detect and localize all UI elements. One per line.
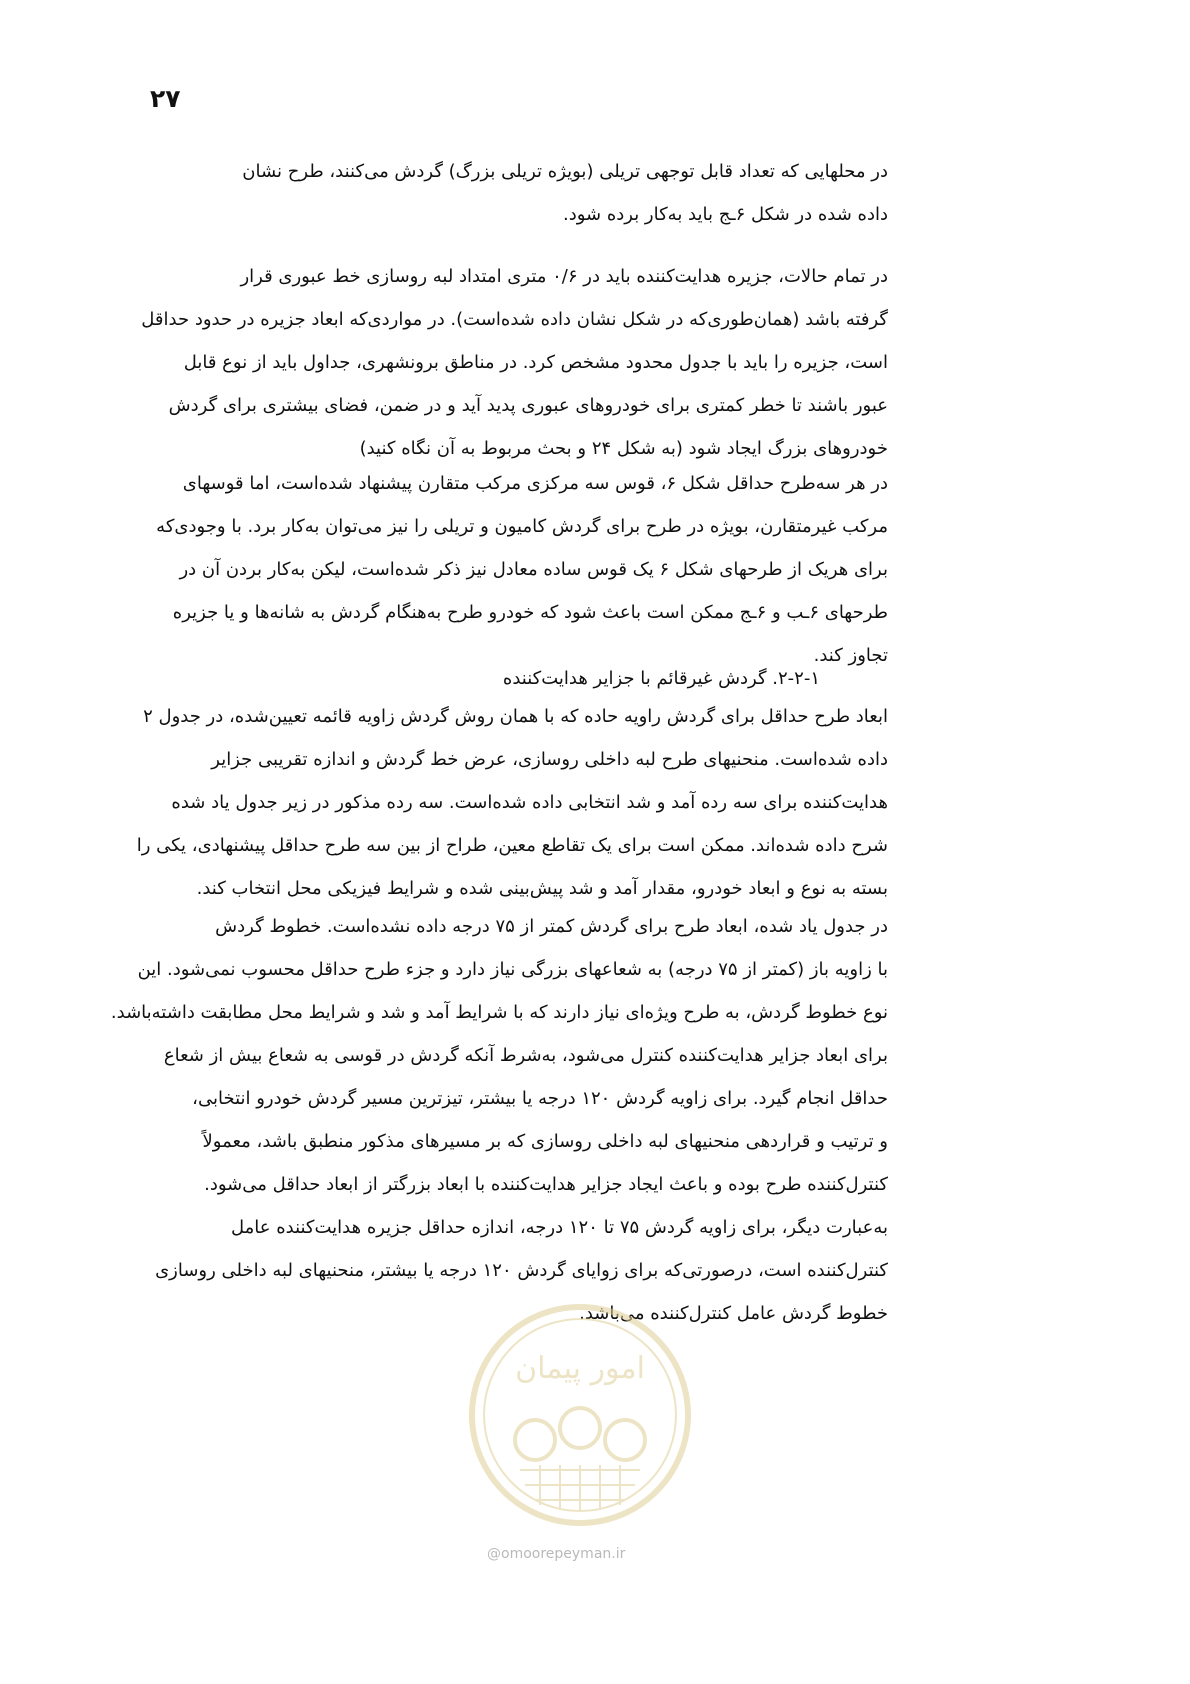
text-line: به‌عبارت دیگر، برای زاویه گردش ۷۵ تا ۱۲۰ درجه، اندازه حداقل جزیره هدایت‌کننده عامل — [230, 1217, 888, 1238]
paragraph-5 — [93, 905, 888, 1335]
text-line: خطوط گردش عامل کنترل‌کننده می‌باشد. — [579, 1303, 888, 1324]
paragraph-1 — [93, 150, 888, 236]
text-line: شرح داده شده‌اند. ممکن است برای یک تقاطع معین، طراح از بین سه طرح حداقل پیشنهادی، یکی را — [136, 835, 888, 856]
text-line: گرفته باشد (همان‌طوری‌که در شکل نشان داده شده‌است). در مواردی‌که ابعاد جزیره در حدود حداقل — [141, 309, 888, 330]
text-line: عبور باشند تا خطر کمتری برای خودروهای عبوری پدید آید و در ضمن، فضای بیشتری برای گردش — [168, 395, 888, 416]
text-line: در جدول یاد شده، ابعاد طرح برای گردش کمتر از ۷۵ درجه داده نشده‌است. خطوط گردش — [215, 916, 888, 937]
text-line: برای هریک از طرحهای شکل ۶ یک قوس ساده معادل نیز ذکر شده‌است، لیکن به‌کار بردن آن در — [179, 559, 888, 580]
text-line: حداقل انجام گیرد. برای زاویه گردش ۱۲۰ درجه یا بیشتر، تیزترین مسیر گردش خودرو انتخابی، — [192, 1088, 888, 1109]
text-line: کنترل‌کننده است، درصورتی‌که برای زوایای گردش ۱۲۰ درجه یا بیشتر، منحنیهای لبه داخلی روسازی — [155, 1260, 888, 1281]
watermark-url: @omoorepeyman.ir — [487, 1546, 626, 1562]
text-line: در هر سه‌طرح حداقل شکل ۶، قوس سه مرکزی مرکب متقارن پیشنهاد شده‌است، اما قوسهای — [182, 473, 888, 494]
text-line: است، جزیره را باید با جدول محدود مشخص کرد. در مناطق برونشهری، جداول باید از نوع قابل — [183, 352, 888, 373]
watermark-brand: امور پیمان — [515, 1351, 645, 1386]
text-line: تجاوز کند. — [813, 645, 888, 666]
text-line: برای ابعاد جزایر هدایت‌کننده کنترل می‌شود، به‌شرط آنکه گردش در قوسی به شعاع بیش از شعاع — [163, 1045, 888, 1066]
text-line: و ترتیب و قراردهی منحنیهای لبه داخلی روسازی که بر مسیرهای مذکور منطبق باشد، معمولاً — [202, 1131, 888, 1152]
page-number: ۲۷ — [150, 84, 181, 113]
watermark-logo-icon — [465, 1300, 695, 1530]
section-heading: ۲-۲-۱. گردش غیرقائم با جزایر هدایت‌کننده — [502, 668, 820, 689]
watermark-url-text: omoorepeyman.ir — [501, 1546, 626, 1562]
paragraph-3 — [93, 462, 888, 677]
text-line: داده شده در شکل ۶ـج باید به‌کار برده شود. — [562, 204, 888, 225]
text-line: ابعاد طرح حداقل برای گردش راویه حاده که با همان روش گردش زاویه قائمه تعیین‌شده، در جدول ۲ — [143, 706, 888, 727]
paragraph-2 — [93, 255, 888, 470]
text-line: نوع خطوط گردش، به طرح ویژه‌ای نیاز دارند که با شرایط آمد و شد و شرایط محل مطابقت داشته‌باشد. — [110, 1002, 888, 1023]
text-line: بسته به نوع و ابعاد خودرو، مقدار آمد و شد پیش‌بینی شده و شرایط فیزیکی محل انتخاب کند. — [196, 878, 888, 899]
paragraph-4 — [93, 695, 888, 910]
text-line: کنترل‌کننده طرح بوده و باعث ایجاد جزایر هدایت‌کننده با ابعاد بزرگتر از ابعاد حداقل می‌شود. — [204, 1174, 888, 1195]
text-line: با زاویه باز (کمتر از ۷۵ درجه) به شعاعهای بزرگی نیاز دارد و جزء طرح حداقل محسوب نمی‌شود. این — [137, 959, 888, 980]
text-line: خودروهای بزرگ ایجاد شود (به شکل ۲۴ و بحث مربوط به آن نگاه کنید) — [359, 438, 888, 459]
text-line: هدایت‌کننده برای سه رده آمد و شد انتخابی داده شده‌است. سه رده مذکور در زیر جدول یاد شده — [171, 792, 888, 813]
text-line: طرحهای ۶ـب و ۶ـج ممکن است باعث شود که خودرو طرح به‌هنگام گردش به شانه‌ها و یا جزیره — [172, 602, 888, 623]
text-line: مرکب غیرمتقارن، بویژه در طرح برای گردش کامیون و تریلی را نیز می‌توان به‌کار برد. با وجودی‌که — [156, 516, 888, 537]
text-line: در تمام حالات، جزیره هدایت‌کننده باید در ۰/۶ متری امتداد لبه روسازی خط عبوری قرار — [240, 266, 888, 287]
text-line: در محلهایی که تعداد قابل توجهی تریلی (بویژه تریلی بزرگ) گردش می‌کنند، طرح نشان — [242, 161, 888, 182]
text-line: داده شده‌است. منحنیهای طرح لبه داخلی روسازی، عرض خط گردش و اندازه تقریبی جزایر — [211, 749, 888, 770]
